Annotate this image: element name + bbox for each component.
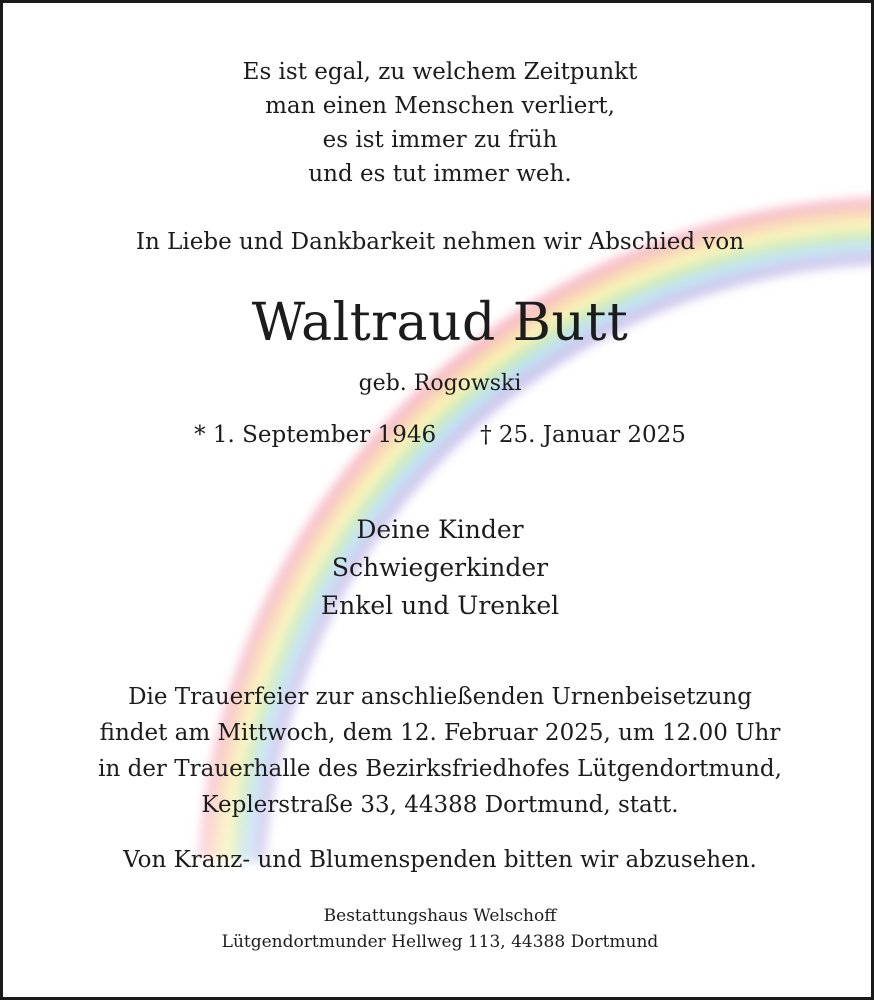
poem-line: es ist immer zu früh — [322, 127, 558, 153]
farewell-intro: In Liebe und Dankbarkeit nehmen wir Abschied von — [135, 229, 745, 255]
mourner-line: Schwiegerkinder — [331, 553, 549, 582]
death-date: † 25. Januar 2025 — [480, 422, 686, 448]
poem-line: man einen Menschen verliert, — [265, 93, 615, 119]
poem-line: Es ist egal, zu welchem Zeitpunkt — [242, 59, 638, 85]
ceremony-line: in der Trauerhalle des Bezirksfriedhofes Lütgendortmund, — [98, 756, 782, 782]
mourners — [3, 511, 874, 625]
ceremony-line: Die Trauerfeier zur anschließenden Urnenbeisetzung — [128, 684, 752, 710]
poem — [3, 55, 874, 191]
maiden-name: geb. Rogowski — [358, 371, 522, 396]
ceremony-line: findet am Mittwoch, dem 12. Februar 2025, um 12.00 Uhr — [99, 720, 781, 746]
undertaker-name: Bestattungshaus Welschoff — [323, 906, 557, 926]
life-dates — [3, 418, 874, 452]
poem-line: und es tut immer weh. — [308, 161, 572, 187]
mourner-line: Enkel und Urenkel — [320, 591, 560, 620]
mourner-line: Deine Kinder — [356, 515, 524, 544]
deceased-name: Waltraud Butt — [251, 293, 629, 353]
undertaker-address: Lütgendortmunder Hellweg 113, 44388 Dortmund — [221, 932, 659, 952]
wreath-note: Von Kranz- und Blumenspenden bitten wir abzusehen. — [123, 847, 757, 873]
undertaker — [3, 903, 874, 955]
ceremony-details — [3, 679, 874, 823]
birth-date: * 1. September 1946 — [194, 422, 437, 448]
ceremony-line: Keplerstraße 33, 44388 Dortmund, statt. — [201, 792, 679, 818]
